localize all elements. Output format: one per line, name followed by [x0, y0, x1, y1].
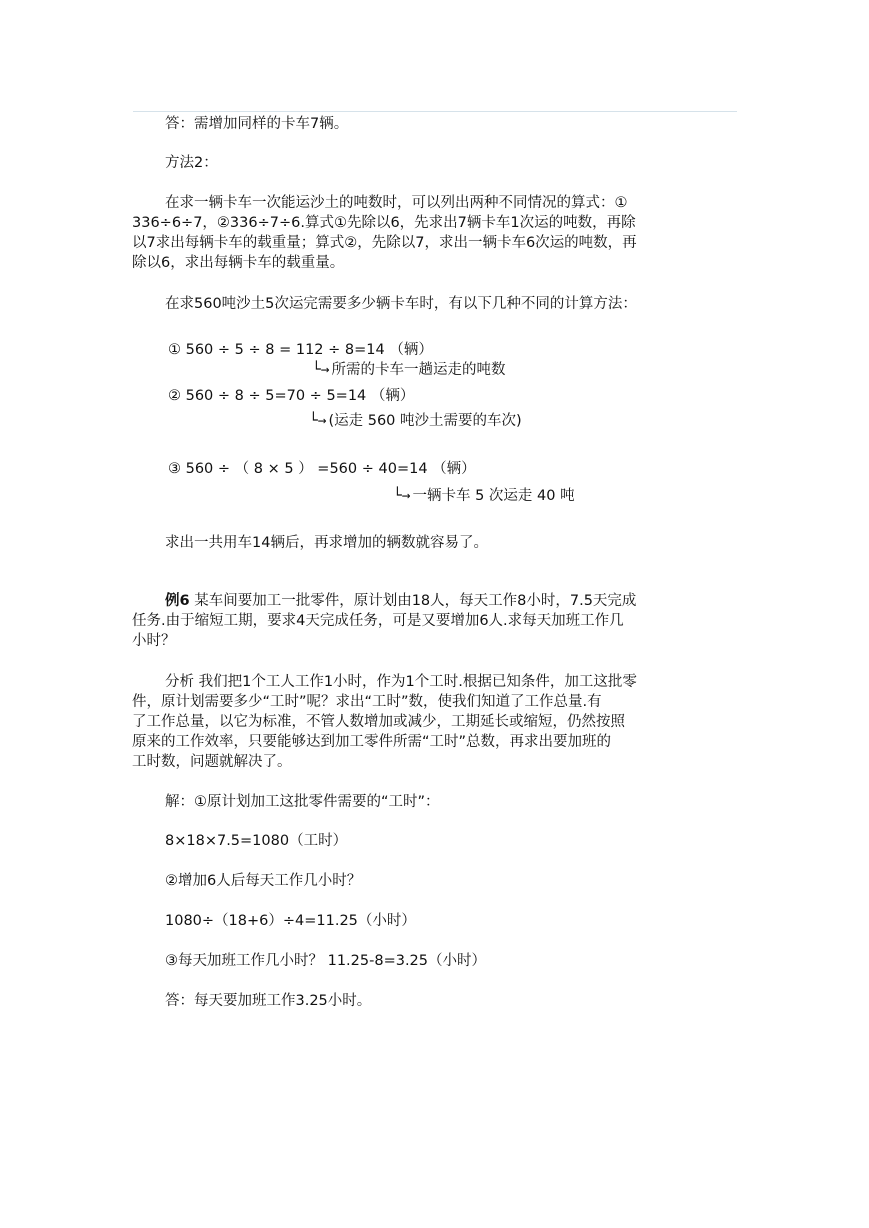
analysis-line: 分析 我们把1个工人工作1小时，作为1个工时.根据已知条件，加工这批零 — [165, 674, 637, 690]
method-2-line: 以7求出每辆卡车的载重量；算式②，先除以7，求出一辆卡车6次运的吨数，再 — [132, 235, 637, 251]
elbow-arrow-icon: └→ — [393, 488, 411, 504]
method-2-line: 在求一辆卡车一次能运沙土的吨数时，可以列出两种不同情况的算式：① — [165, 195, 628, 211]
calc-2-equation: ② 560 ÷ 8 ÷ 5=70 ÷ 5=14 （辆） — [168, 388, 415, 404]
top-divider — [133, 111, 737, 112]
calc-3-annotation — [393, 486, 575, 506]
calc-2-annotation — [309, 411, 522, 431]
solution-step-2-question: ②增加6人后每天工作几小时？ — [165, 873, 362, 889]
solution-step-3: ③每天加班工作几小时？ 11.25-8=3.25（小时） — [165, 953, 487, 969]
example-6-line: 某车间要加工一批零件，原计划由18人，每天工作8小时，7.5天完成 — [189, 593, 637, 609]
solution-answer: 答：每天要加班工作3.25小时。 — [165, 993, 372, 1009]
calc-3-equation: ③ 560 ÷ （ 8 × 5 ） =560 ÷ 40=14 （辆） — [168, 461, 476, 477]
example-6 — [132, 591, 740, 651]
method-2-paragraph — [132, 193, 740, 273]
solution-step-1-question: 解：①原计划加工这批零件需要的“工时”： — [165, 794, 440, 810]
method-2-line: 除以6，求出每辆卡车的载重量。 — [132, 255, 345, 271]
analysis-line: 工时数，问题就解决了。 — [132, 754, 292, 770]
example-6-label: 例6 — [165, 593, 190, 609]
calc-1-equation: ① 560 ÷ 5 ÷ 8 = 112 ÷ 8=14 （辆） — [168, 342, 433, 358]
analysis-line: 件，原计划需要多少“工时”呢？求出“工时”数，使我们知道了工作总量.有 — [132, 694, 602, 710]
calc-2-note: (运走 560 吨沙土需要的车次) — [328, 413, 522, 429]
answer-1: 答：需增加同样的卡车7辆。 — [165, 116, 349, 132]
analysis-line: 了工作总量，以它为标准，不管人数增加或减少，工期延长或缩短，仍然按照 — [132, 714, 625, 730]
calc-3-note: 一辆卡车 5 次运走 40 吨 — [412, 488, 575, 504]
solution-step-2-equation: 1080÷（18+6）÷4=11.25（小时） — [165, 913, 416, 929]
method-2-label: 方法2： — [165, 155, 218, 171]
solution-step-1-equation: 8×18×7.5=1080（工时） — [165, 833, 348, 849]
analysis-line: 原来的工作效率，只要能够达到加工零件所需“工时”总数，再求出要加班的 — [132, 734, 612, 750]
elbow-arrow-icon: └→ — [309, 413, 327, 429]
calc-1-note: 所需的卡车一趟运走的吨数 — [331, 362, 506, 378]
after-calc-text: 求出一共用车14辆后，再求增加的辆数就容易了。 — [165, 535, 488, 551]
example-6-line: 任务.由于缩短工期，要求4天完成任务，可是又要增加6人.求每天加班工作几 — [132, 613, 624, 629]
methods-intro: 在求560吨沙土5次运完需要多少辆卡车时，有以下几种不同的计算方法： — [165, 296, 637, 312]
elbow-arrow-icon: └→ — [312, 362, 330, 378]
calc-1-annotation — [312, 360, 505, 380]
method-2-line: 336÷6÷7，②336÷7÷6.算式①先除以6，先求出7辆卡车1次运的吨数，再除 — [132, 215, 636, 231]
example-6-line: 小时？ — [132, 633, 176, 649]
analysis-paragraph — [132, 672, 740, 772]
